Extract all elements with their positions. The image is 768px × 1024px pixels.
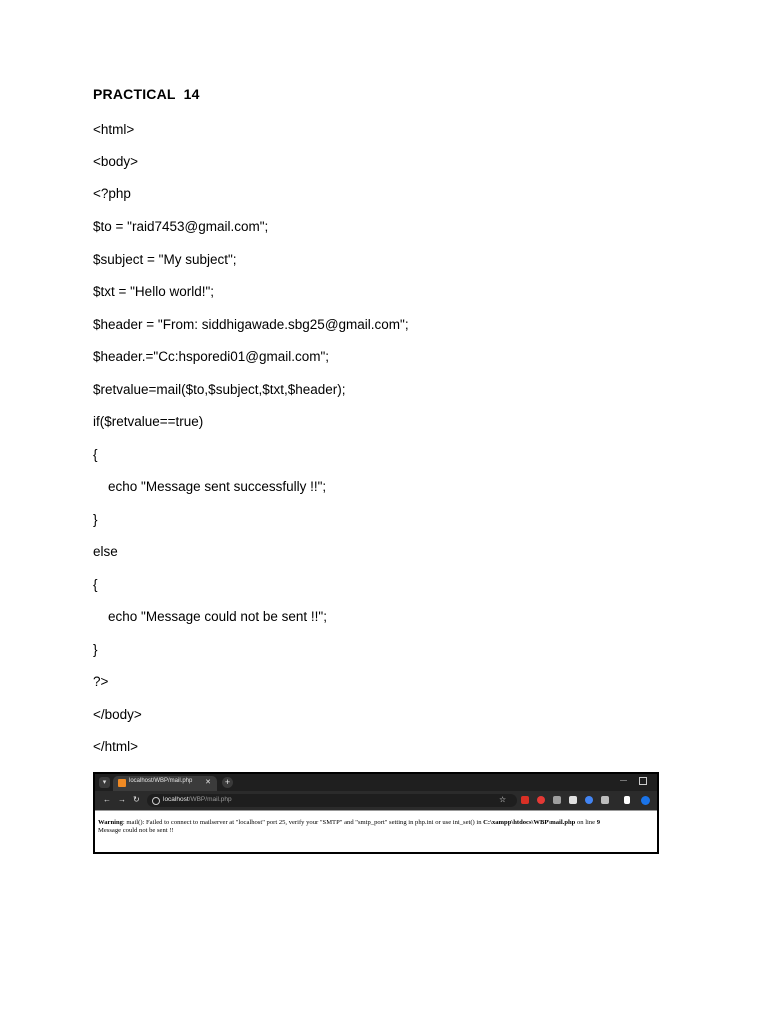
code-line: $retvalue=mail($to,$subject,$txt,$header); [93, 382, 346, 397]
code-line: <?php [93, 186, 131, 201]
code-line: if($retvalue==true) [93, 414, 204, 429]
code-line: $header.="Cc:hsporedi01@gmail.com"; [93, 349, 330, 364]
tab-search-icon[interactable]: ▾ [99, 777, 110, 788]
browser-screenshot [93, 772, 659, 854]
warning-text: : mail(): Failed to connect to mailserver at "localhost" port 25, verify your "SMTP" and "smtp_port" setting in php.ini or use ini_set() in [122, 819, 484, 826]
code-line: else [93, 544, 118, 559]
code-line: </html> [93, 739, 139, 754]
bookmark-star-icon[interactable]: ☆ [499, 795, 507, 804]
maximize-icon[interactable] [639, 777, 647, 785]
code-line: } [93, 642, 98, 657]
extension-blue-icon[interactable] [585, 796, 593, 804]
warning-file-path: C:\xampp\htdocs\WBP\mail.php [483, 819, 576, 826]
code-line: { [93, 577, 98, 592]
site-info-icon[interactable] [152, 797, 160, 805]
warning-label: Warning [98, 819, 123, 826]
warning-line-number: 9 [596, 819, 601, 826]
warning-online-text: on line [575, 819, 597, 826]
extension-camera-icon[interactable] [553, 796, 561, 804]
result-message: Message could not be sent !! [98, 827, 174, 834]
code-line: $header = "From: siddhigawade.sbg25@gmail.com"; [93, 317, 409, 332]
address-bar[interactable] [147, 794, 517, 807]
extension-record-icon[interactable] [537, 796, 545, 804]
code-line: $to = "raid7453@gmail.com"; [93, 219, 269, 234]
browser-tab[interactable] [113, 776, 217, 791]
minimize-icon[interactable]: — [620, 777, 627, 784]
browser-page-content [95, 810, 657, 853]
forward-arrow-icon[interactable]: → [118, 795, 126, 804]
code-line: echo "Message sent successfully !!"; [93, 479, 327, 494]
code-line: ?> [93, 674, 109, 689]
url-text [163, 796, 232, 803]
tab-title: localhost/WBP/mail.php [129, 778, 193, 784]
extension-red-icon[interactable] [521, 796, 529, 804]
browser-tab-bar [95, 774, 657, 791]
extension-box-icon[interactable] [569, 796, 577, 804]
url-host: localhost [163, 796, 189, 803]
code-line: $txt = "Hello world!"; [93, 284, 215, 299]
extensions-puzzle-icon[interactable] [601, 796, 609, 804]
code-line: echo "Message could not be sent !!"; [93, 609, 327, 624]
reload-icon[interactable]: ↻ [133, 795, 140, 804]
code-line: <body> [93, 154, 139, 169]
side-panel-icon[interactable] [624, 796, 630, 804]
new-tab-icon[interactable]: + [222, 777, 233, 788]
close-icon[interactable]: ✕ [205, 779, 211, 786]
practical-heading: PRACTICAL 14 [93, 86, 200, 102]
code-line: </body> [93, 707, 142, 722]
code-line: $subject = "My subject"; [93, 252, 237, 267]
code-line: } [93, 512, 98, 527]
code-line: { [93, 447, 98, 462]
code-line: <html> [93, 122, 135, 137]
back-arrow-icon[interactable]: ← [103, 795, 111, 804]
url-path: /WBP/mail.php [188, 796, 232, 803]
browser-toolbar [95, 791, 657, 810]
xampp-favicon-icon [118, 779, 126, 787]
profile-avatar-icon[interactable] [641, 796, 650, 805]
php-warning-message [98, 819, 600, 826]
